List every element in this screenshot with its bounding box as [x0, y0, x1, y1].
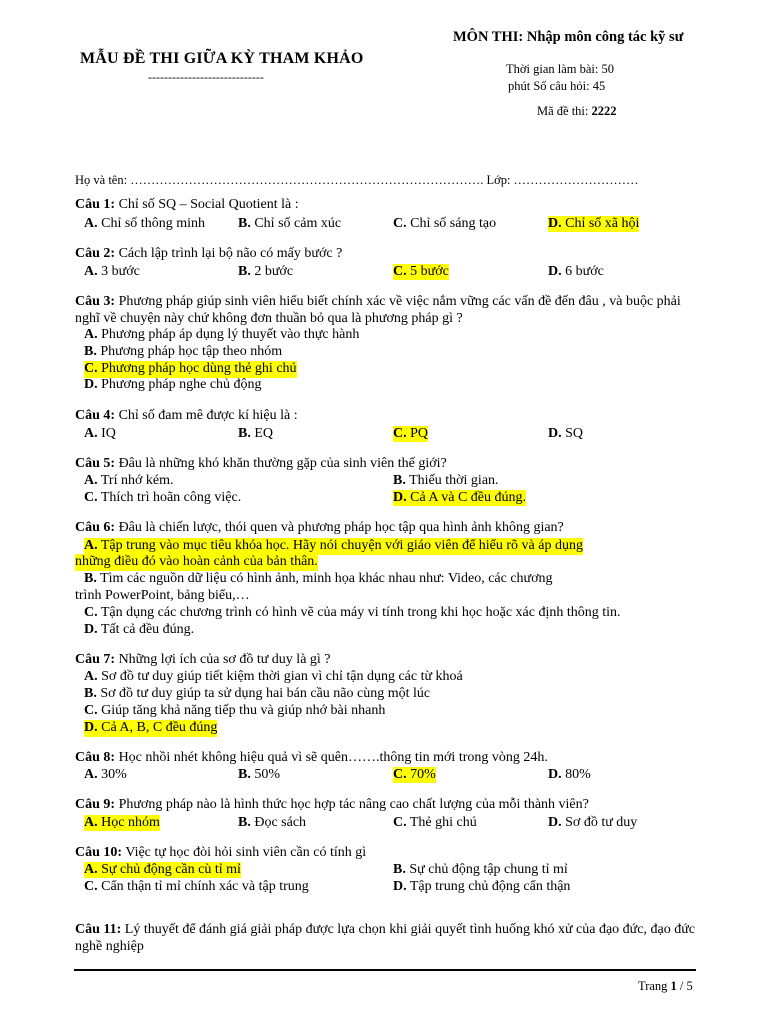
option-letter: A. [84, 216, 98, 231]
q8-option-b: B. 50% [238, 767, 281, 782]
student-info-line: Họ và tên: …………………………………………………………………………. Lớp: ………………………… [75, 173, 639, 187]
option-letter: D. [548, 264, 562, 279]
question-10 [75, 845, 366, 862]
time-line-1: Thời gian làm bài: 50 [506, 62, 614, 76]
option-letter: C. [393, 216, 407, 231]
question-7 [75, 652, 331, 669]
question-stem: Đâu là những khó khăn thường gặp của sinh viên thế giới? [118, 456, 447, 471]
q8-option-a: A. 30% [84, 767, 127, 782]
question-label: Câu 1: [75, 197, 116, 212]
option-letter: B. [393, 862, 406, 877]
question-stem: Lý thuyết để đánh giá giải pháp được lựa chọn khi giải quyết tình huống khó xử của đạo đức, đạo đức nghề nghiệp [75, 922, 696, 954]
question-label: Câu 4: [75, 408, 116, 423]
q8-option-c: C. 70% [393, 767, 436, 782]
question-label: Câu 11: [75, 922, 122, 937]
question-label: Câu 3: [75, 294, 116, 309]
option-letter: D. [548, 767, 562, 782]
option-letter: C. [84, 879, 98, 894]
question-label: Câu 5: [75, 456, 116, 471]
question-5 [75, 456, 447, 473]
question-3 [75, 294, 687, 327]
option-letter: A. [84, 815, 98, 830]
time-line-2: phút Số câu hỏi: 45 [508, 79, 606, 93]
option-letter: B. [238, 216, 251, 231]
question-2 [75, 246, 342, 263]
option-letter: B. [238, 264, 251, 279]
option-letter: D. [548, 216, 562, 231]
q9-option-d: D. Sơ đồ tư duy [548, 815, 638, 830]
q7-option-a: A. Sơ đồ tư duy giúp tiết kiệm thời gian vì chỉ tận dụng các từ khoá [84, 669, 463, 684]
exam-code-label: Mã đề thi: [537, 104, 589, 118]
q3-option-d: D. Phương pháp nghe chủ động [84, 377, 262, 392]
question-stem: Chỉ số SQ – Social Quotient là : [118, 197, 299, 212]
q7-option-c: C. Giúp tăng khả năng tiếp thu và giúp nhớ bài nhanh [84, 703, 386, 718]
q6-option-c: C. Tận dụng các chương trình có hình vẽ của máy vi tính trong khi học hoặc xác định thông tin. [84, 605, 621, 620]
q10-option-c: C. Cẩn thận tỉ mỉ chính xác và tập trung [84, 879, 309, 894]
option-letter: C. [393, 426, 407, 441]
q10-option-d: D. Tập trung chủ động cẩn thận [393, 879, 571, 894]
question-stem: Chỉ số đam mê được kí hiệu là : [118, 408, 298, 423]
question-11 [75, 922, 695, 955]
question-label: Câu 2: [75, 246, 116, 261]
q7-option-d: D. Cả A, B, C đều đúng [84, 720, 218, 735]
option-letter: C. [393, 767, 407, 782]
option-letter: B. [84, 571, 97, 586]
option-letter: B. [84, 344, 97, 359]
option-letter: C. [393, 815, 407, 830]
option-letter: D. [84, 622, 98, 637]
option-letter: D. [393, 490, 407, 505]
subject-line [453, 29, 703, 45]
option-letter: C. [393, 264, 407, 279]
q2-option-a: A. 3 bước [84, 264, 140, 279]
q2-option-c: C. 5 bước [393, 264, 449, 279]
option-letter: A. [84, 669, 98, 684]
q5-option-b: B. Thiếu thời gian. [393, 473, 499, 488]
option-letter: D. [548, 815, 562, 830]
option-letter: A. [84, 473, 98, 488]
q2-option-d: D. 6 bước [548, 264, 604, 279]
question-stem: Cách lập trình lại bộ não có mấy bước ? [118, 246, 343, 261]
q9-option-b: B. Đọc sách [238, 815, 307, 830]
option-letter: B. [393, 473, 406, 488]
option-letter: D. [84, 377, 98, 392]
question-stem: Phương pháp nào là hình thức học hợp tác nâng cao chất lượng của mỗi thành viên? [118, 797, 589, 812]
q5-option-c: C. Thích trì hoãn công việc. [84, 490, 242, 505]
option-letter: A. [84, 327, 98, 342]
page-number [638, 979, 693, 994]
q1-option-a: A. Chỉ số thông minh [84, 216, 205, 231]
question-label: Câu 6: [75, 520, 116, 535]
q3-option-a: A. Phương pháp áp dụng lý thuyết vào thực hành [84, 327, 360, 342]
question-stem: Đâu là chiến lược, thói quen và phương pháp học tập qua hình ảnh không gian? [118, 520, 564, 535]
option-letter: C. [84, 361, 98, 376]
option-letter: C. [84, 490, 98, 505]
q4-option-d: D. SQ [548, 426, 584, 441]
question-9 [75, 797, 589, 814]
page-total: 5 [686, 979, 693, 993]
subject-label: MÔN THI: [453, 29, 524, 45]
option-letter: D. [393, 879, 407, 894]
q10-option-b: B. Sự chủ động tập chung tỉ mỉ [393, 862, 568, 877]
q2-option-b: B. 2 bước [238, 264, 294, 279]
exam-code [537, 104, 617, 119]
exam-code-value: 2222 [591, 104, 617, 118]
q4-option-c: C. PQ [393, 426, 429, 441]
q6-option-b-line2: trình PowerPoint, bảng biểu,… [75, 588, 250, 603]
option-letter: A. [84, 264, 98, 279]
question-stem: Những lợi ích của sơ đồ tư duy là gì ? [118, 652, 331, 667]
question-stem: Học nhồi nhét không hiệu quả vì sẽ quên…….thông tin mới trong vòng 24h. [118, 750, 548, 765]
footer-rule [74, 969, 696, 971]
q6-option-d: D. Tất cả đều đúng. [84, 622, 195, 637]
q5-option-a: A. Trí nhớ kém. [84, 473, 174, 488]
question-1 [75, 197, 299, 214]
option-letter: B. [84, 686, 97, 701]
q1-option-b: B. Chỉ số cảm xúc [238, 216, 342, 231]
q1-option-d: D. Chỉ số xã hội [548, 216, 640, 231]
q6-option-a-line2: những điều đó vào hoàn cảnh của bản thân. [75, 554, 318, 569]
option-letter: B. [238, 815, 251, 830]
page-separator: / [679, 979, 684, 993]
page-current: 1 [670, 979, 677, 993]
option-letter: D. [84, 720, 98, 735]
page-label: Trang [638, 979, 668, 993]
title-underline: ----------------------------- [148, 70, 264, 84]
q1-option-c: C. Chỉ số sáng tạo [393, 216, 497, 231]
q9-option-a: A. Học nhóm [84, 815, 160, 830]
q8-option-d: D. 80% [548, 767, 591, 782]
option-letter: D. [548, 426, 562, 441]
option-letter: B. [238, 426, 251, 441]
q5-option-d: D. Cả A và C đều đúng. [393, 490, 527, 505]
subject-value: Nhập môn công tác kỹ sư [526, 29, 684, 45]
q4-option-b: B. EQ [238, 426, 274, 441]
question-label: Câu 10: [75, 845, 123, 860]
q10-option-a: A. Sự chủ động cần cù tỉ mỉ [84, 862, 241, 877]
q3-option-b: B. Phương pháp học tập theo nhóm [84, 344, 283, 359]
question-8 [75, 750, 548, 767]
question-stem: Việc tự học đòi hỏi sinh viên cần có tính gì [125, 845, 367, 860]
q6-option-b-line1: B. Tìm các nguồn dữ liệu có hình ảnh, minh họa khác nhau như: Video, các chương [84, 571, 553, 586]
option-letter: B. [238, 767, 251, 782]
q6-option-a-line1: A. Tập trung vào mục tiêu khóa học. Hãy nói chuyện với giáo viên để hiểu rõ và áp dụng [84, 538, 583, 553]
question-label: Câu 7: [75, 652, 116, 667]
option-letter: C. [84, 703, 98, 718]
question-label: Câu 8: [75, 750, 116, 765]
option-letter: A. [84, 538, 98, 553]
q9-option-c: C. Thẻ ghi chú [393, 815, 477, 830]
option-letter: A. [84, 862, 98, 877]
question-stem: Phương pháp giúp sinh viên hiểu biết chính xác về việc nắm vững các vấn đề đến đâu , và buộc phải nghĩ về chuyện này chứ không đơn thuần bỏ qua là phương pháp gì ? [75, 294, 681, 326]
q3-option-c: C. Phương pháp học dùng thẻ ghi chú [84, 361, 297, 376]
question-6 [75, 520, 564, 537]
option-letter: C. [84, 605, 98, 620]
q4-option-a: A. IQ [84, 426, 116, 441]
question-label: Câu 9: [75, 797, 116, 812]
option-letter: A. [84, 767, 98, 782]
question-4 [75, 408, 298, 425]
exam-title: MẪU ĐỀ THI GIỮA KỲ THAM KHẢO [80, 50, 364, 67]
option-letter: A. [84, 426, 98, 441]
q7-option-b: B. Sơ đồ tư duy giúp ta sử dụng hai bán cầu não cùng một lúc [84, 686, 431, 701]
